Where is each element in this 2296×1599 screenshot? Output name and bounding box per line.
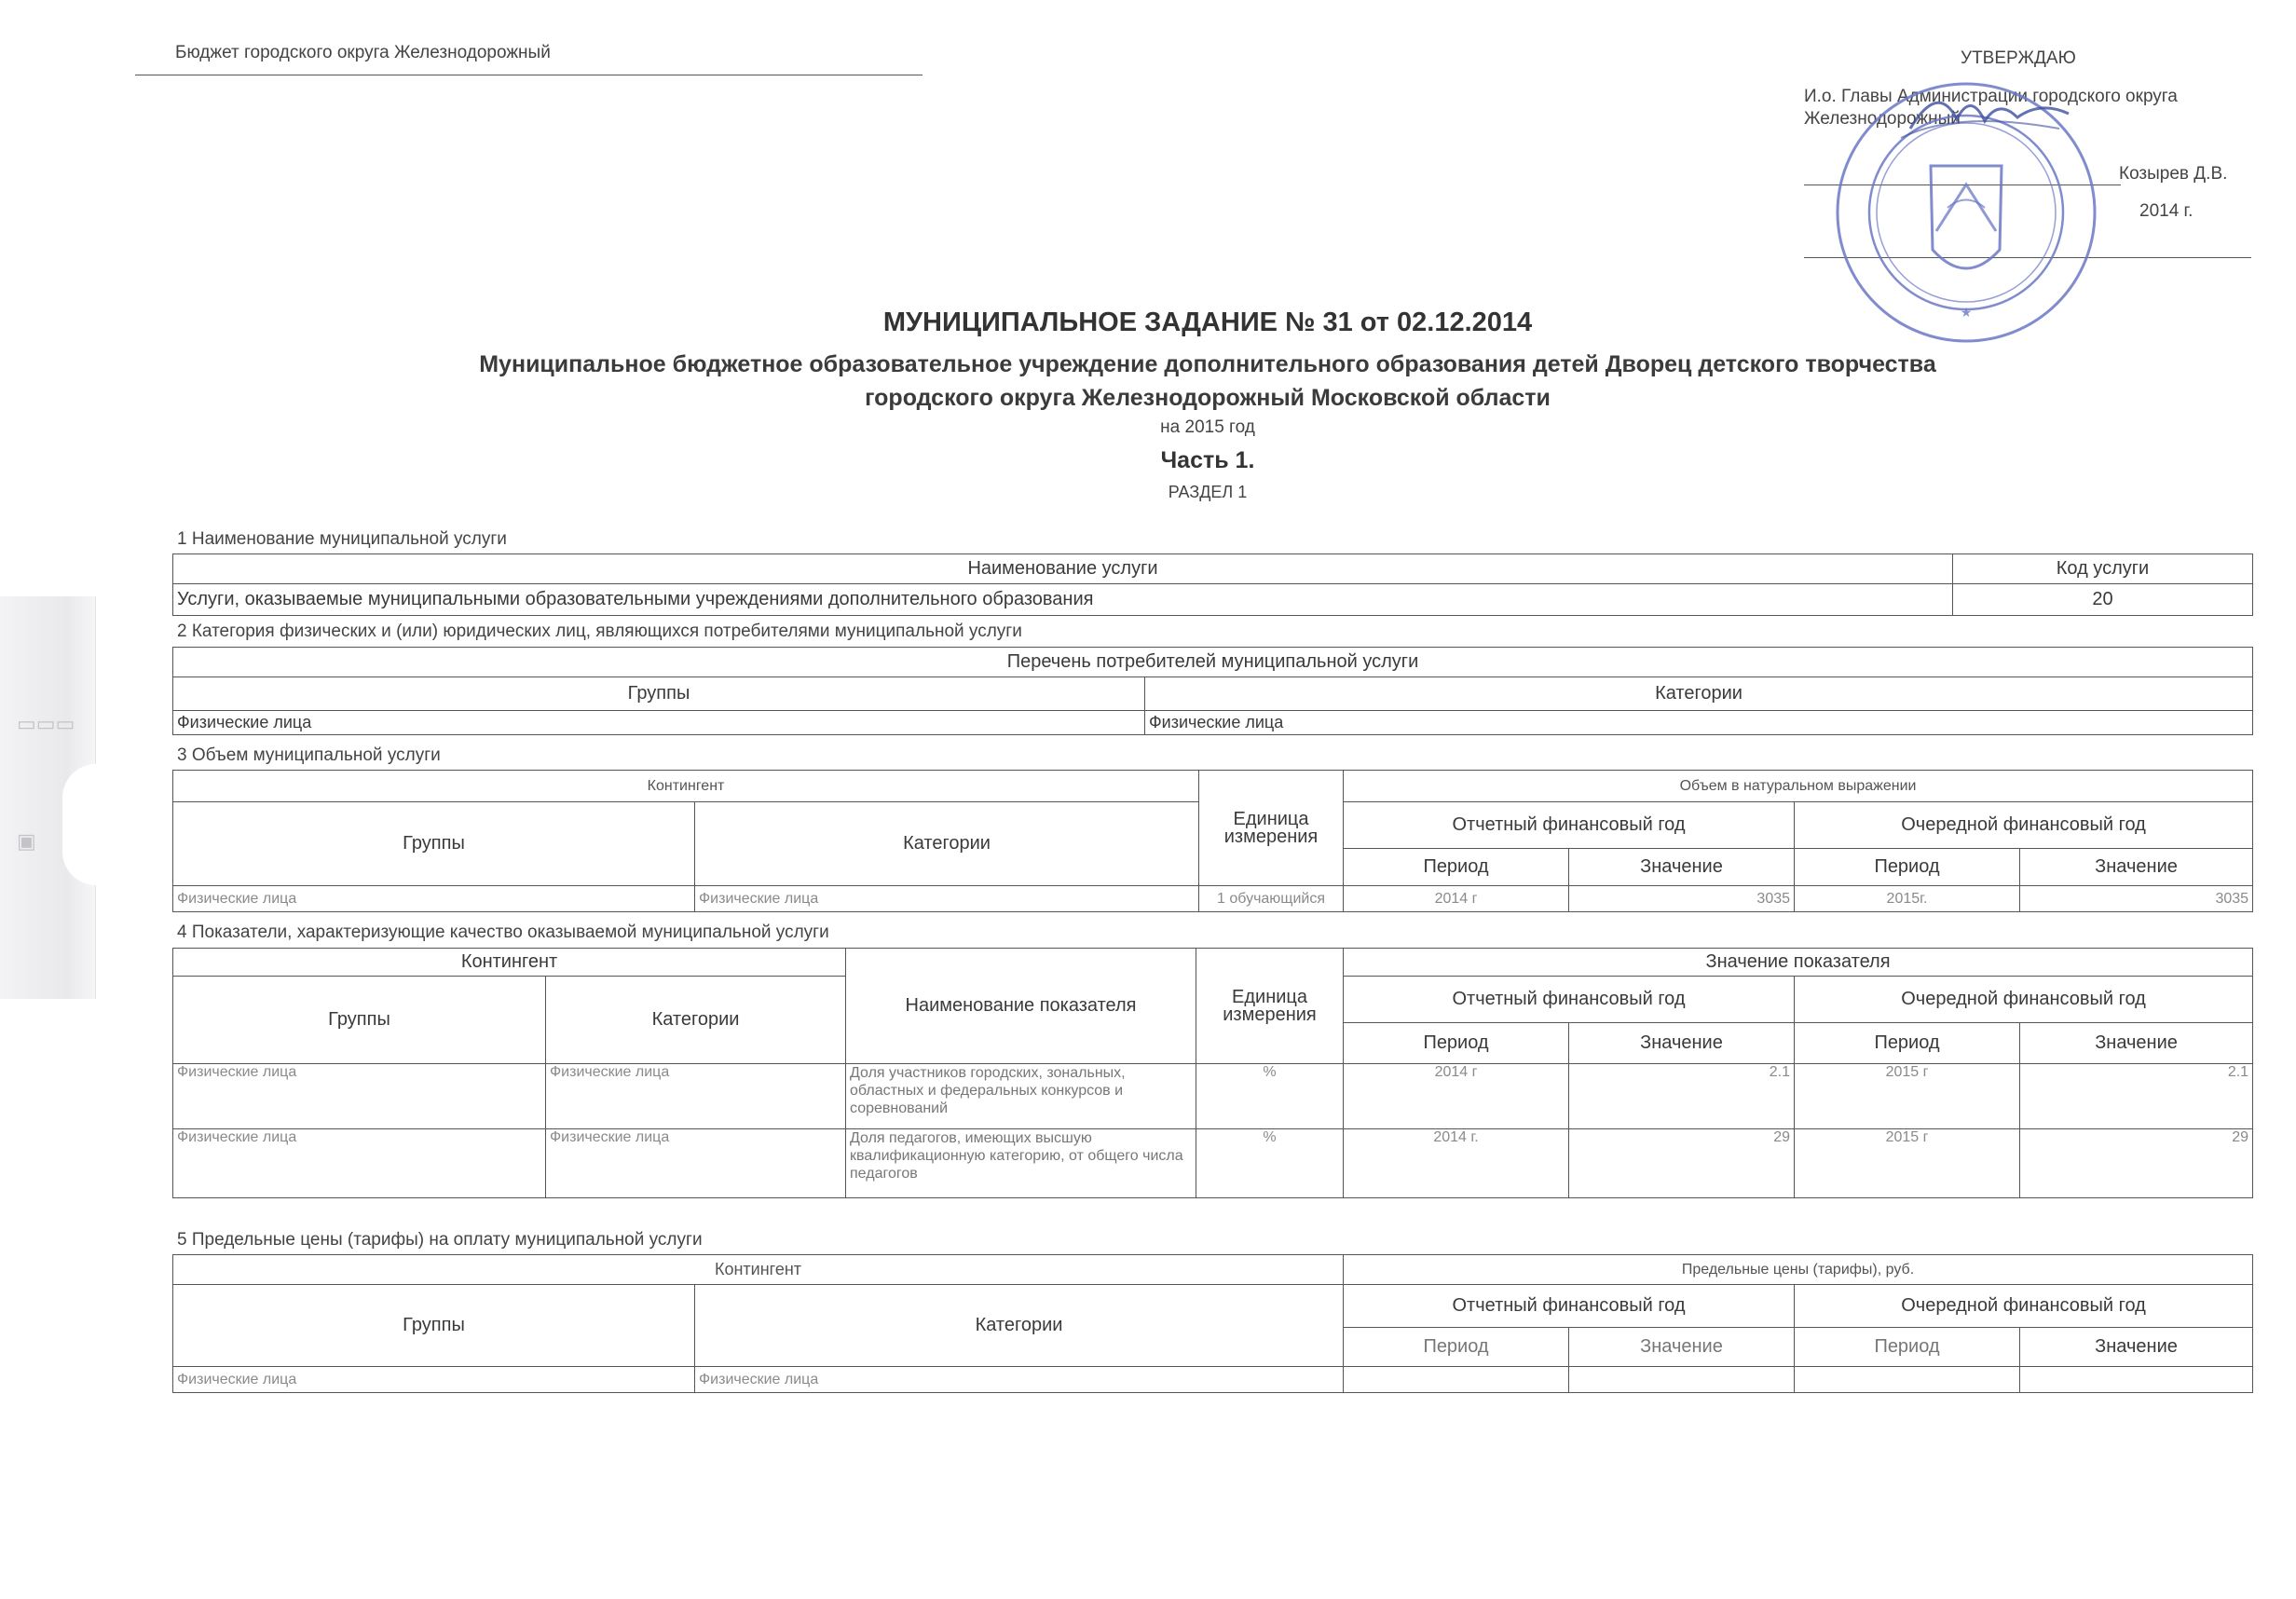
row-group-cell: Физические лица — [173, 1367, 695, 1393]
col-header-categories: Категории — [1145, 677, 2253, 711]
value-header: Значение — [2020, 849, 2253, 886]
volume-table — [172, 770, 2253, 912]
row-period-cell: 2015 г — [1795, 1129, 2020, 1198]
row-period-cell: 2014 г — [1344, 1064, 1569, 1129]
row-group-cell: Физические лица — [173, 886, 695, 912]
col-header-service-name: Наименование услуги — [173, 554, 1953, 584]
row-unit-cell: % — [1196, 1129, 1344, 1198]
limit-prices-table — [172, 1254, 2253, 1393]
row-value-cell: 29 — [1569, 1129, 1795, 1198]
row-value-cell: 3035 — [1569, 886, 1795, 912]
value-header: Значение — [1569, 1023, 1795, 1064]
next-year-header: Очередной финансовый год — [1795, 977, 2253, 1023]
page-edge-notch — [62, 764, 96, 885]
row-category-cell: Физические лица — [695, 886, 1199, 912]
next-year-header: Очередной финансовый год — [1795, 1285, 2253, 1328]
table-row — [173, 1064, 2253, 1129]
indicator-value-header: Значение показателя — [1344, 949, 2253, 977]
row-period-cell — [1795, 1367, 2020, 1393]
groups-header: Группы — [173, 802, 695, 886]
unit-header: Единица измерения — [1199, 771, 1344, 886]
period-header: Период — [1795, 1328, 2020, 1367]
row-period-cell: 2015 г — [1795, 1064, 2020, 1129]
row-category-cell: Физические лица — [546, 1129, 846, 1198]
section-5-label: 5 Предельные цены (тарифы) на оплату муниципальной услуги — [177, 1230, 703, 1250]
value-header: Значение — [2020, 1023, 2253, 1064]
limit-prices-header: Предельные цены (тарифы), руб. — [1344, 1255, 2253, 1285]
value-header: Значение — [1569, 849, 1795, 886]
approval-date: 2014 г. — [2139, 201, 2194, 221]
budget-label: Бюджет городского округа Железнодорожный — [175, 43, 551, 62]
approval-name: Козырев Д.В. — [2119, 164, 2228, 184]
value-header: Значение — [2020, 1328, 2253, 1367]
row-value-cell: 2.1 — [2020, 1064, 2253, 1129]
table-row — [173, 886, 2253, 912]
row-indicator-cell: Доля педагогов, имеющих высшую квалификационную категорию, от общего числа педагогов — [846, 1129, 1196, 1198]
quality-indicators-table — [172, 948, 2253, 1198]
row-indicator-cell: Доля участников городских, зональных, областных и федеральных конкурсов и соревнований — [846, 1064, 1196, 1129]
period-header: Период — [1795, 849, 2020, 886]
categories-header: Категории — [695, 1285, 1344, 1367]
period-header: Период — [1795, 1023, 2020, 1064]
document-title: МУНИЦИПАЛЬНОЕ ЗАДАНИЕ № 31 от 02.12.2014 — [882, 308, 1533, 337]
row-value-cell: 3035 — [2020, 886, 2253, 912]
section-1-label: 1 Наименование муниципальной услуги — [177, 529, 507, 549]
service-code-cell: 20 — [1953, 584, 2253, 616]
col-header-groups: Группы — [173, 677, 1145, 711]
service-name-table — [172, 554, 2253, 616]
groups-header: Группы — [173, 977, 546, 1064]
report-year-header: Отчетный финансовый год — [1344, 977, 1795, 1023]
row-period-cell — [1344, 1367, 1569, 1393]
contingent-header: Контингент — [173, 949, 846, 977]
section-2-label: 2 Категория физических и (или) юридических лиц, являющихся потребителями муниципальной услуги — [177, 622, 1022, 641]
consumer-group-cell: Физические лица — [173, 711, 1145, 735]
indicator-name-header: Наименование показателя — [846, 949, 1196, 1064]
row-value-cell — [2020, 1367, 2253, 1393]
organization-name — [0, 348, 2296, 415]
row-value-cell: 2.1 — [1569, 1064, 1795, 1129]
groups-header: Группы — [173, 1285, 695, 1367]
document-part: Часть 1. — [1160, 447, 1255, 473]
table-row — [173, 1129, 2253, 1198]
organization-line-2: городского округа Железнодорожный Московской области — [865, 385, 1551, 411]
consumers-caption: Перечень потребителей муниципальной услуги — [173, 648, 2253, 677]
categories-header: Категории — [695, 802, 1199, 886]
unit-header: Единица измерения — [1196, 949, 1344, 1064]
document-year: на 2015 год — [1160, 417, 1255, 437]
period-header: Период — [1344, 1328, 1569, 1367]
row-category-cell: Физические лица — [546, 1064, 846, 1129]
approval-role: И.о. Главы Администрации городского округа Железнодорожный — [1804, 87, 2178, 129]
svg-text:★: ★ — [1960, 306, 1973, 321]
categories-header: Категории — [546, 977, 846, 1064]
report-year-header: Отчетный финансовый год — [1344, 1285, 1795, 1328]
volume-header: Объем в натуральном выражении — [1344, 771, 2253, 802]
row-value-cell — [1569, 1367, 1795, 1393]
organization-line-1: Муниципальное бюджетное образовательное учреждение дополнительного образования детей Дворец детского творчества — [479, 351, 1936, 377]
row-period-cell: 2015г. — [1795, 886, 2020, 912]
contingent-header: Контингент — [173, 1255, 1344, 1285]
page-edge-mark-icon: ▣ — [17, 829, 36, 853]
section-4-label: 4 Показатели, характеризующие качество оказываемой муниципальной услуги — [177, 922, 829, 942]
approval-title: УТВЕРЖДАЮ — [1961, 48, 2076, 68]
value-header: Значение — [1569, 1328, 1795, 1367]
scan-page-edge — [0, 596, 96, 999]
row-category-cell: Физические лица — [695, 1367, 1344, 1393]
period-header: Период — [1344, 1023, 1569, 1064]
row-value-cell: 29 — [2020, 1129, 2253, 1198]
row-group-cell: Физические лица — [173, 1064, 546, 1129]
row-unit-cell: % — [1196, 1064, 1344, 1129]
row-period-cell: 2014 г — [1344, 886, 1569, 912]
service-name-cell: Услуги, оказываемые муниципальными образовательными учреждениями дополнительного образования — [173, 584, 1953, 616]
table-row — [173, 1367, 2253, 1393]
contingent-header: Контингент — [173, 771, 1199, 802]
consumers-table — [172, 647, 2253, 735]
col-header-service-code: Код услуги — [1953, 554, 2253, 584]
section-3-label: 3 Объем муниципальной услуги — [177, 745, 441, 765]
row-period-cell: 2014 г. — [1344, 1129, 1569, 1198]
row-group-cell: Физические лица — [173, 1129, 546, 1198]
row-unit-cell: 1 обучающийся — [1199, 886, 1344, 912]
next-year-header: Очередной финансовый год — [1795, 802, 2253, 849]
document-section: РАЗДЕЛ 1 — [1168, 483, 1248, 501]
page-edge-mark-icon: ▭▭▭ — [17, 712, 75, 735]
consumer-category-cell: Физические лица — [1145, 711, 2253, 735]
report-year-header: Отчетный финансовый год — [1344, 802, 1795, 849]
period-header: Период — [1344, 849, 1569, 886]
